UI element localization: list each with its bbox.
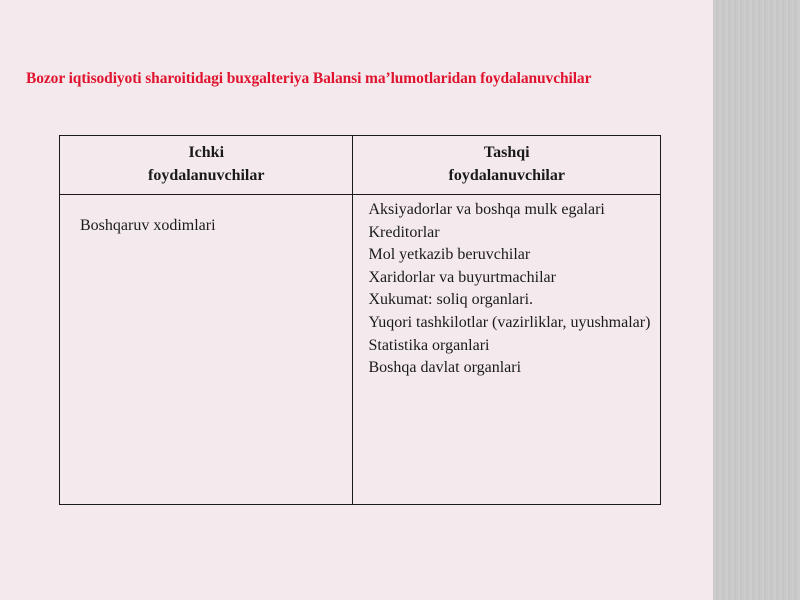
header-external-line2: foydalanuvchilar bbox=[448, 167, 565, 184]
header-external-users bbox=[353, 136, 661, 195]
external-user-item: Boshqa davlat organlari bbox=[368, 359, 522, 377]
table-header-row bbox=[60, 136, 661, 195]
header-internal-line2: foydalanuvchilar bbox=[148, 167, 265, 184]
table-row bbox=[60, 195, 661, 505]
header-internal-line1: Ichki bbox=[188, 144, 225, 161]
users-table bbox=[59, 135, 661, 505]
header-external-line1: Tashqi bbox=[483, 144, 530, 161]
side-decoration-bar bbox=[713, 0, 800, 600]
external-user-item: Yuqori tashkilotlar (vazirliklar, uyushmalar) bbox=[368, 313, 651, 331]
internal-users-cell bbox=[60, 195, 353, 505]
header-internal-users bbox=[60, 136, 353, 195]
external-user-item: Aksiyadorlar va boshqa mulk egalari bbox=[368, 201, 605, 218]
external-user-item: Kreditorlar bbox=[368, 223, 440, 241]
external-user-item: Xukumat: soliq organlari. bbox=[368, 291, 534, 309]
external-user-item: Xaridorlar va buyurtmachilar bbox=[368, 268, 556, 286]
external-users-cell bbox=[353, 195, 661, 505]
external-user-item: Mol yetkazib beruvchilar bbox=[368, 246, 531, 264]
internal-user-item: Boshqaruv xodimlari bbox=[80, 217, 216, 234]
slide-title: Bozor iqtisodiyoti sharoitidagi buxgalteriya Balansi ma’lumotlaridan foydalanuvchilar bbox=[26, 70, 592, 87]
external-user-item: Statistika organlari bbox=[368, 336, 490, 354]
